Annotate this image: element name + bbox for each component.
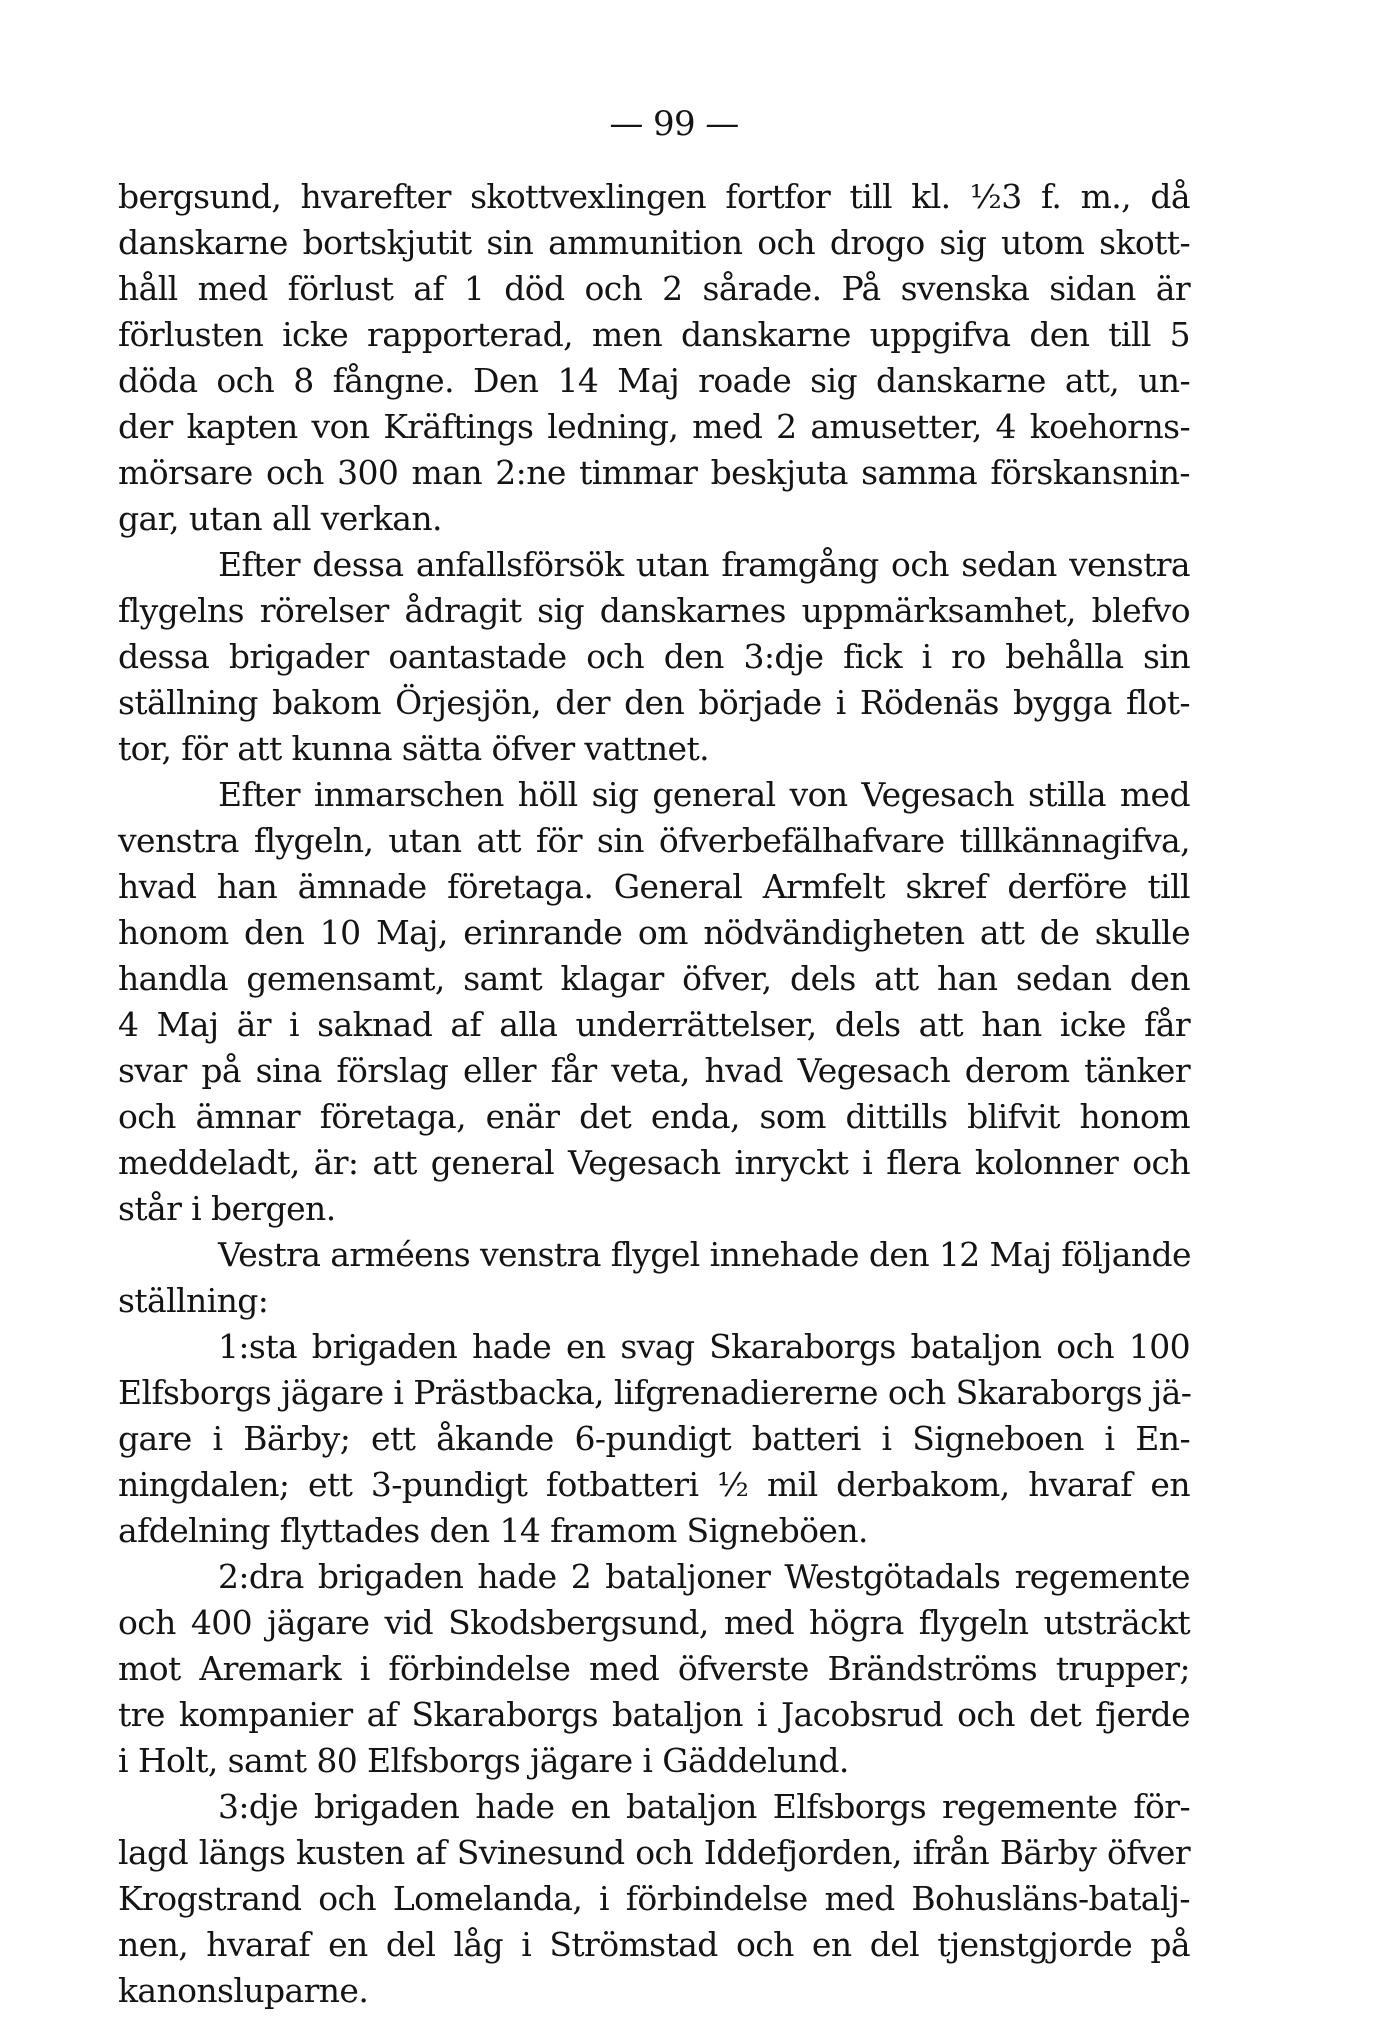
paragraph: [118, 542, 1190, 772]
text-line: 2:dra brigaden hade 2 bataljoner Westgötadals regemente: [218, 1557, 1190, 1596]
text-line: der kapten von Kräftings ledning, med 2 amusetter, 4 koehorns-: [118, 407, 1190, 446]
text-line: mörsare och 300 man 2:ne timmar beskjuta samma förskansnin-: [118, 453, 1190, 492]
text-line: mot Aremark i förbindelse med öfverste Brändströms trupper;: [118, 1649, 1190, 1688]
text-line: venstra flygeln, utan att för sin öfverbefälhafvare tillkännagifva,: [118, 821, 1190, 860]
text-line: 3:dje brigaden hade en bataljon Elfsborgs regemente för-: [218, 1787, 1190, 1826]
text-line: tor, för att kunna sätta öfver vattnet.: [118, 729, 709, 768]
text-line: döda och 8 fångne. Den 14 Maj roade sig danskarne att, un-: [118, 361, 1190, 400]
paragraph: [118, 1784, 1190, 2014]
text-line: handla gemensamt, samt klagar öfver, dels att han sedan den: [118, 959, 1190, 998]
text-line: Vestra arméens venstra flygel innehade den 12 Maj följande: [218, 1235, 1191, 1274]
text-line: förlusten icke rapporterad, men danskarne uppgifva den till 5: [118, 315, 1190, 354]
text-line: danskarne bortskjutit sin ammunition och drogo sig utom skott-: [118, 223, 1190, 262]
paragraph: [118, 1232, 1190, 1324]
text-line: nen, hvaraf en del låg i Strömstad och en del tjenstgjorde på: [118, 1925, 1190, 1964]
text-line: kanonsluparne.: [118, 1971, 369, 2010]
text-line: 1:sta brigaden hade en svag Skaraborgs bataljon och 100: [218, 1327, 1190, 1366]
text-line: och ämnar företaga, enär det enda, som dittills blifvit honom: [118, 1097, 1190, 1136]
text-line: ställning bakom Örjesjön, der den började i Rödenäs bygga flot-: [118, 683, 1190, 722]
text-line: ställning:: [118, 1281, 269, 1320]
text-line: Elfsborgs jägare i Prästbacka, lifgrenadiererne och Skaraborgs jä-: [118, 1373, 1192, 1412]
text-line: Krogstrand och Lomelanda, i förbindelse med Bohusläns-batalj-: [118, 1879, 1190, 1918]
text-line: flygelns rörelser ådragit sig danskarnes uppmärksamhet, blefvo: [118, 591, 1190, 630]
text-line: honom den 10 Maj, erinrande om nödvändigheten att de skulle: [118, 913, 1190, 952]
text-line: ningdalen; ett 3-pundigt fotbatteri ½ mil derbakom, hvaraf en: [118, 1465, 1190, 1504]
text-line: Efter dessa anfallsförsök utan framgång och sedan venstra: [218, 545, 1190, 584]
text-line: dessa brigader oantastade och den 3:dje fick i ro behålla sin: [118, 637, 1190, 676]
page-number: — 99 —: [609, 104, 739, 144]
text-line: gare i Bärby; ett åkande 6-pundigt batteri i Signeboen i En-: [118, 1419, 1190, 1458]
body-text: [118, 174, 1190, 2014]
text-line: Efter inmarschen höll sig general von Vegesach stilla med: [218, 775, 1190, 814]
text-line: afdelning flyttades den 14 framom Signeböen.: [118, 1511, 868, 1550]
text-line: lagd längs kusten af Svinesund och Iddefjorden, ifrån Bärby öfver: [118, 1833, 1190, 1872]
text-line: hvad han ämnade företaga. General Armfelt skref derföre till: [118, 867, 1190, 906]
text-line: står i bergen.: [118, 1189, 336, 1228]
paragraph: [118, 174, 1190, 542]
paragraph: [118, 1554, 1190, 1784]
text-line: svar på sina förslag eller får veta, hvad Vegesach derom tänker: [118, 1051, 1190, 1090]
text-line: meddeladt, är: att general Vegesach inryckt i flera kolonner och: [118, 1143, 1190, 1182]
text-line: i Holt, samt 80 Elfsborgs jägare i Gäddelund.: [118, 1741, 849, 1780]
text-line: och 400 jägare vid Skodsbergsund, med högra flygeln utsträckt: [118, 1603, 1190, 1642]
text-line: tre kompanier af Skaraborgs bataljon i Jacobsrud och det fjerde: [118, 1695, 1190, 1734]
text-line: gar, utan all verkan.: [118, 499, 442, 538]
text-line: håll med förlust af 1 död och 2 sårade. På svenska sidan är: [118, 269, 1190, 308]
text-line: bergsund, hvarefter skottvexlingen fortfor till kl. ½3 f. m., då: [118, 177, 1190, 216]
paragraph: [118, 1324, 1190, 1554]
paragraph: [118, 772, 1190, 1232]
text-line: 4 Maj är i saknad af alla underrättelser, dels att han icke får: [118, 1005, 1190, 1044]
